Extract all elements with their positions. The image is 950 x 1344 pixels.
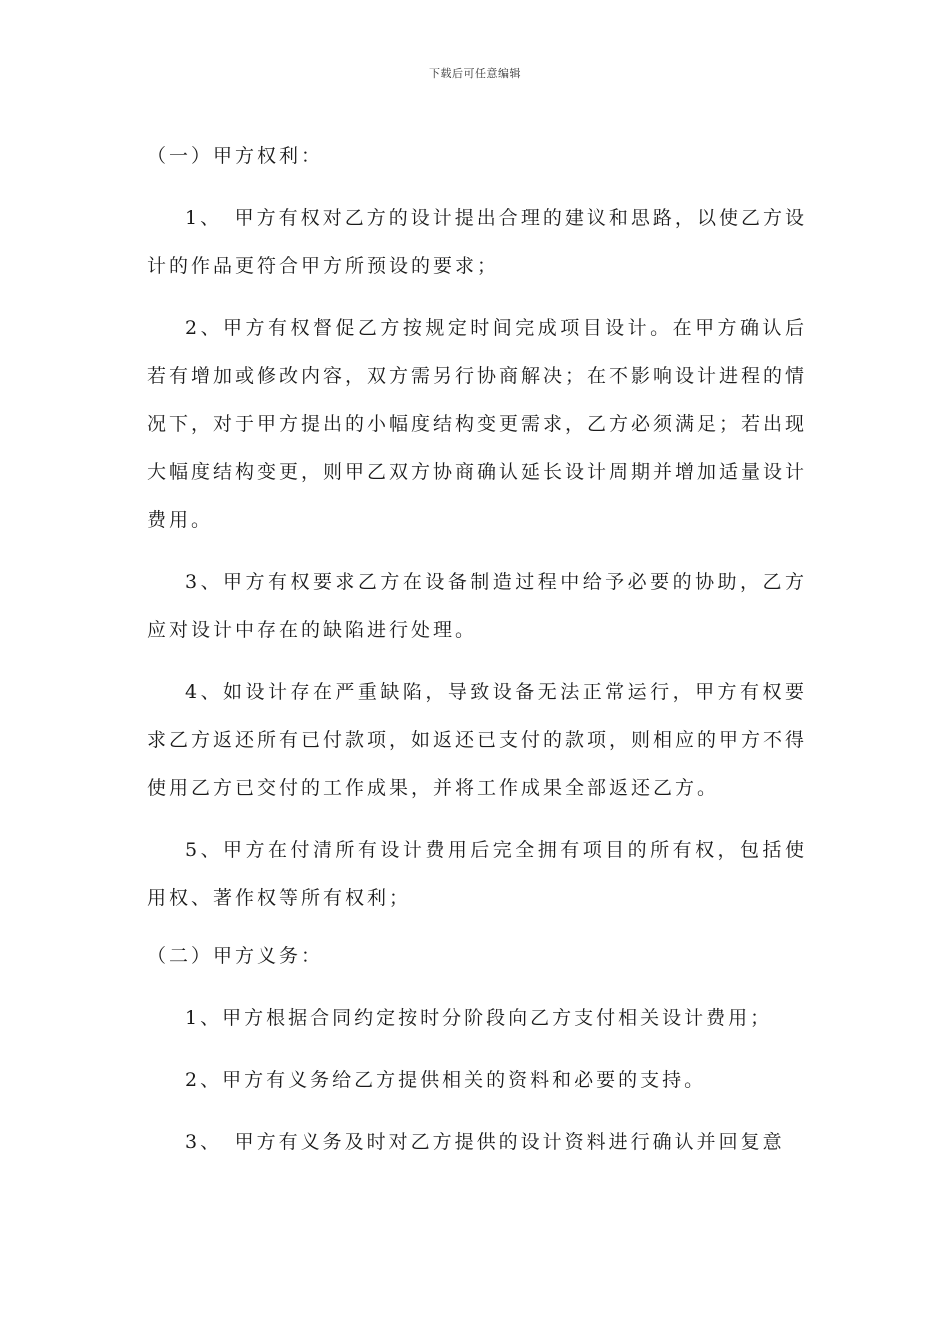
paragraph-rights-2: 2、甲方有权督促乙方按规定时间完成项目设计。在甲方确认后若有增加或修改内容，双方需另行协商解决；在不影响设计进程的情况下，对于甲方提出的小幅度结构变更需求，乙方必须满足；若出现大幅度结构变更，则甲乙双方协商确认延长设计周期并增加适量设计费用。 — [147, 317, 808, 531]
section-heading-rights: （一）甲方权利： — [147, 145, 324, 167]
paragraph-rights-3: 3、甲方有权要求乙方在设备制造过程中给予必要的协助，乙方应对设计中存在的缺陷进行处理。 — [147, 571, 807, 641]
paragraph-rights-4: 4、如设计存在严重缺陷，导致设备无法正常运行，甲方有权要求乙方返还所有已付款项，如返还已支付的款项，则相应的甲方不得使用乙方已交付的工作成果，并将工作成果全部返还乙方。 — [147, 681, 808, 799]
page-header: 下载后可任意编辑 — [429, 67, 521, 80]
paragraph-rights-5: 5、甲方在付清所有设计费用后完全拥有项目的所有权，包括使用权、著作权等所有权利； — [147, 839, 807, 909]
paragraph-obligations-3: 3、 甲方有义务及时对乙方提供的设计资料进行确认并回复意 — [185, 1131, 785, 1153]
section-heading-obligations: （二）甲方义务： — [147, 945, 324, 967]
paragraph-obligations-1: 1、甲方根据合同约定按时分阶段向乙方支付相关设计费用； — [185, 1007, 773, 1029]
document-body — [147, 132, 807, 1166]
paragraph-obligations-2: 2、甲方有义务给乙方提供相关的资料和必要的支持。 — [185, 1069, 707, 1091]
paragraph-rights-1: 1、 甲方有权对乙方的设计提出合理的建议和思路，以使乙方设计的作品更符合甲方所预设的要求； — [147, 207, 807, 277]
